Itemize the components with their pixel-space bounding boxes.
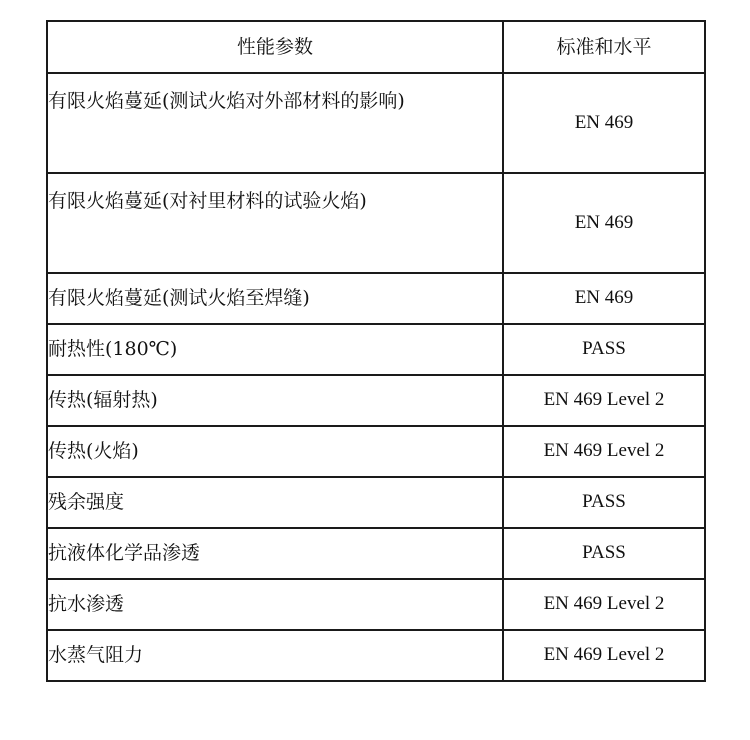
row-parameter: 抗水渗透 <box>47 579 503 630</box>
table-row <box>47 528 705 579</box>
row-standard: EN 469 Level 2 <box>503 375 705 426</box>
table-row <box>47 73 705 173</box>
row-standard: EN 469 <box>503 73 705 173</box>
table-row <box>47 173 705 273</box>
row-parameter: 水蒸气阻力 <box>47 630 503 681</box>
row-parameter: 耐热性(180℃) <box>47 324 503 375</box>
table-row <box>47 273 705 324</box>
header-parameter: 性能参数 <box>47 21 503 73</box>
row-parameter: 传热(辐射热) <box>47 375 503 426</box>
row-parameter: 抗液体化学品渗透 <box>47 528 503 579</box>
row-parameter: 有限火焰蔓延(测试火焰对外部材料的影响) <box>47 73 503 173</box>
row-standard: EN 469 Level 2 <box>503 579 705 630</box>
row-standard: EN 469 <box>503 173 705 273</box>
table-header-row <box>47 21 705 73</box>
table-row <box>47 375 705 426</box>
table-row <box>47 426 705 477</box>
header-standard: 标准和水平 <box>503 21 705 73</box>
row-standard: PASS <box>503 324 705 375</box>
row-standard: EN 469 Level 2 <box>503 426 705 477</box>
row-standard: PASS <box>503 477 705 528</box>
row-parameter: 传热(火焰) <box>47 426 503 477</box>
row-parameter: 有限火焰蔓延(测试火焰至焊缝) <box>47 273 503 324</box>
row-standard: PASS <box>503 528 705 579</box>
performance-table <box>46 20 706 682</box>
table-row <box>47 324 705 375</box>
row-parameter: 有限火焰蔓延(对衬里材料的试验火焰) <box>47 173 503 273</box>
table-row <box>47 477 705 528</box>
row-parameter: 残余强度 <box>47 477 503 528</box>
table-row <box>47 630 705 681</box>
row-standard: EN 469 Level 2 <box>503 630 705 681</box>
row-standard: EN 469 <box>503 273 705 324</box>
table-row <box>47 579 705 630</box>
